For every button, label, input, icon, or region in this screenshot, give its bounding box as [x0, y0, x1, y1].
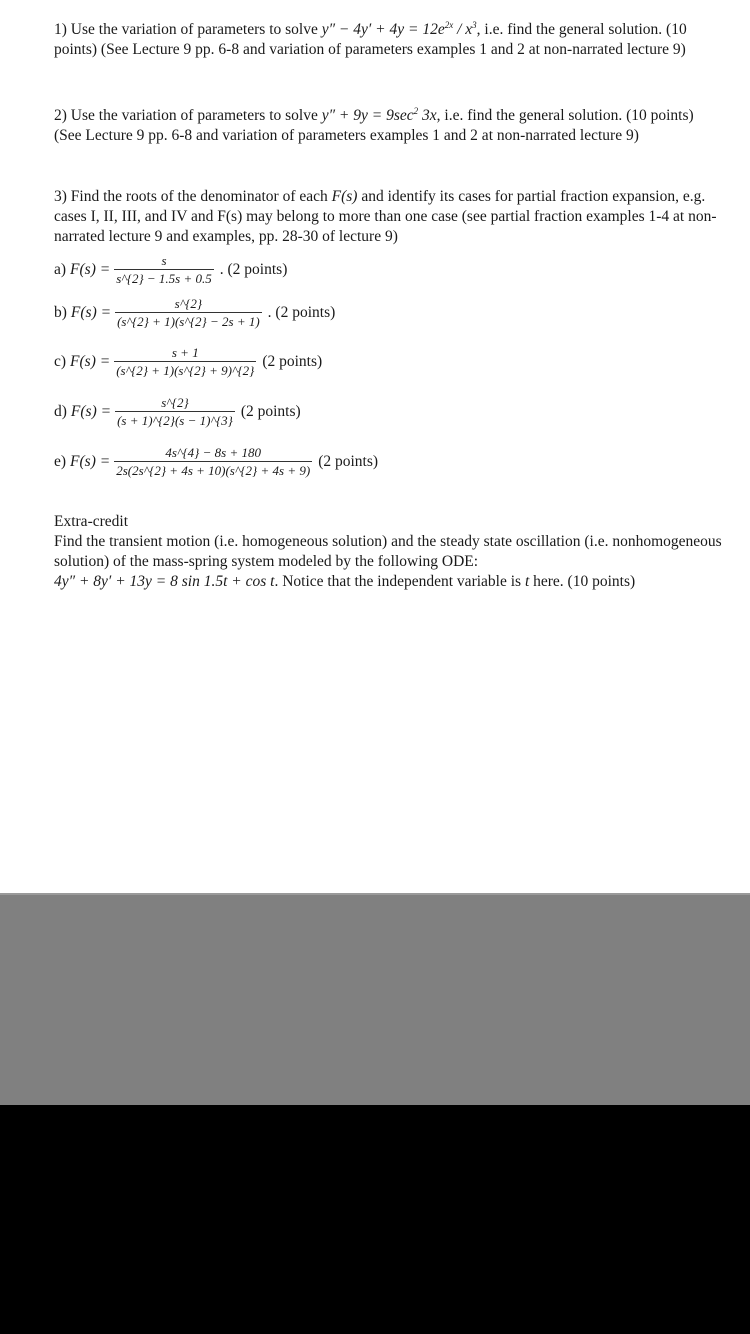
- numerator: s^{2}: [174, 296, 203, 311]
- part-lhs: F(s) =: [70, 260, 111, 278]
- part-label: a): [54, 260, 67, 278]
- part-e: [54, 444, 378, 479]
- part-points: (2 points): [240, 402, 301, 420]
- problem-2-text-rest: , i.e. find the general solution. (10 points) (See Lecture 9 pp. 6-8 and variation of parameters examples 1 and 2 at non-narrated lecture 9): [54, 107, 694, 144]
- part-label: b): [54, 303, 67, 321]
- problem-1-text-rest: , i.e. find the general solution. (10 points) (See Lecture 9 pp. 6-8 and variation of parameters examples 1 and 2 at non-narrated lecture 9): [54, 21, 687, 58]
- fraction: [114, 444, 312, 479]
- numerator: s: [161, 253, 167, 268]
- extra-credit-tail: here. (10 points): [529, 573, 636, 590]
- extra-credit-variable: t: [524, 573, 530, 590]
- part-lhs: F(s) =: [70, 402, 112, 420]
- problem-2-text: 2) Use the variation of parameters to solve: [54, 107, 322, 124]
- extra-credit-body: Find the transient motion (i.e. homogeneous solution) and the steady state oscillation (i.e. nonhomogeneous solution) of the mass-spring system modeled by the following ODE:: [54, 533, 722, 570]
- gray-background: [0, 893, 750, 1105]
- fraction: [114, 344, 256, 379]
- part-lhs: F(s) =: [70, 303, 112, 321]
- part-points: (2 points): [318, 452, 379, 470]
- part-label: e): [54, 452, 67, 470]
- part-c: [54, 344, 322, 379]
- problem-1-text: 1) Use the variation of parameters to solve: [54, 21, 322, 38]
- problem-3: [54, 187, 724, 247]
- part-points: (2 points): [262, 352, 323, 370]
- part-b: [54, 295, 335, 330]
- problem-3-fs: F(s): [331, 188, 358, 205]
- extra-credit-equation: 4y″ + 8y′ + 13y = 8 sin 1.5t + cos t: [54, 573, 275, 590]
- numerator: s^{2}: [161, 395, 189, 410]
- denominator: s^{2} − 1.5s + 0.5: [116, 271, 212, 286]
- denominator: (s + 1)^{2}(s − 1)^{3}: [117, 413, 233, 428]
- part-points: . (2 points): [267, 303, 336, 321]
- part-label: d): [54, 402, 67, 420]
- problem-2: [54, 106, 724, 146]
- problem-1-equation: $y'' - 4y' + 4y = 12e^{2x} / x^3$: [321, 20, 477, 38]
- extra-credit: [54, 512, 724, 592]
- part-lhs: F(s) =: [70, 352, 111, 370]
- denominator: (s^{2} + 1)(s^{2} − 2s + 1): [117, 314, 260, 329]
- fraction: [115, 295, 262, 330]
- extra-credit-note: . Notice that the independent variable is: [274, 573, 525, 590]
- extra-credit-title: Extra-credit: [54, 513, 129, 530]
- problem-1: [54, 20, 724, 60]
- fraction: [114, 252, 214, 287]
- part-points: . (2 points): [219, 260, 288, 278]
- numerator: s + 1: [171, 345, 199, 360]
- denominator: (s^{2} + 1)(s^{2} + 9)^{2}: [116, 363, 255, 378]
- problem-2-equation: $y'' + 9y = 9\sec^2$ 3x: [321, 106, 437, 124]
- part-a: [54, 252, 287, 287]
- problem-3-text: 3) Find the roots of the denominator of each: [54, 188, 332, 205]
- denominator: 2s(2s^{2} + 4s + 10)(s^{2} + 4s + 9): [116, 463, 311, 478]
- part-lhs: F(s) =: [70, 452, 111, 470]
- part-label: c): [54, 352, 67, 370]
- fraction: [115, 394, 235, 429]
- problem-3-text-rest: and identify its cases for partial fraction expansion, e.g. cases I, II, III, and IV and F(s) may belong to more than one case (see partial fraction examples 1-4 at non-narrated lecture 9 and examples, pp. 28-30 of lecture 9): [54, 188, 717, 245]
- part-d: [54, 394, 301, 429]
- numerator: 4s^{4} − 8s + 180: [165, 445, 261, 460]
